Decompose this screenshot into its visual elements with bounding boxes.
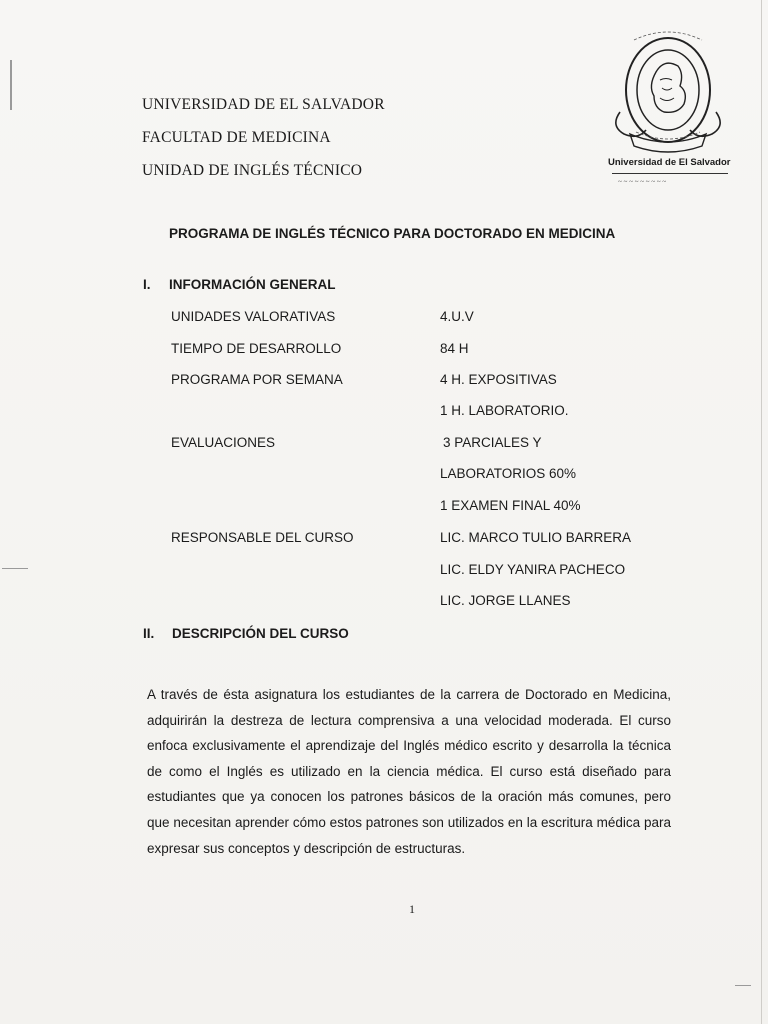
seal-caption: Universidad de El Salvador [608, 157, 731, 168]
course-description-paragraph: A través de ésta asignatura los estudiantes de la carrera de Doctorado en Medicina, adquirirán la destreza de lectura comprensiva a una velocidad moderada. El curso enfoca exclusivamente el aprendizaje del Inglés médico escrito y desarrolla la técnica de como el Inglés es utilizado en la ciencia médica. El curso está diseñado para estudiantes que ya conocen los patrones básicos de la oración más comunes, pero que necesitan aprender cómo estos patrones son utilizados en la escritura médica para expresar sus conceptos y descripción de estructuras. [147, 687, 671, 856]
page-number: 1 [409, 902, 415, 916]
field-value: 4 H. EXPOSITIVAS [440, 372, 557, 387]
section-2-number: II. [143, 626, 155, 641]
field-label: PROGRAMA POR SEMANA [171, 372, 343, 387]
section-1-number: I. [143, 277, 151, 292]
field-label: UNIDADES VALORATIVAS [171, 309, 336, 324]
field-value: 84 H [440, 341, 469, 356]
scan-mark [735, 985, 751, 986]
page-edge [761, 0, 762, 1024]
field-value: LIC. MARCO TULIO BARRERA [440, 530, 632, 545]
seal-motto-signature: ~ ~ ~ ~ ~ ~ ~ ~ ~ [618, 178, 667, 186]
section-2-heading: DESCRIPCIÓN DEL CURSO [172, 626, 349, 641]
section-1-heading: INFORMACIÓN GENERAL [169, 277, 336, 292]
field-label: TIEMPO DE DESARROLLO [171, 341, 342, 356]
seal-divider [612, 173, 728, 174]
field-value: LABORATORIOS 60% [440, 466, 577, 481]
field-value: 1 EXAMEN FINAL 40% [440, 498, 581, 513]
field-value: LIC. ELDY YANIRA PACHECO [440, 562, 626, 577]
field-label: EVALUACIONES [171, 435, 276, 450]
field-value: LIC. JORGE LLANES [440, 593, 571, 608]
field-value: 4.U.V [440, 309, 474, 324]
field-value: 1 H. LABORATORIO. [440, 403, 569, 418]
document-title: PROGRAMA DE INGLÉS TÉCNICO PARA DOCTORADO EN MEDICINA [169, 226, 616, 241]
university-seal-logo [600, 22, 736, 198]
university-name: UNIVERSIDAD DE EL SALVADOR [142, 96, 385, 113]
field-label: RESPONSABLE DEL CURSO [171, 530, 354, 545]
faculty-name: FACULTAD DE MEDICINA [142, 129, 331, 146]
scan-mark [2, 568, 28, 569]
field-value: 3 PARCIALES Y [443, 435, 542, 450]
unit-name: UNIDAD DE INGLÉS TÉCNICO [142, 162, 363, 179]
scan-mark [10, 60, 12, 110]
